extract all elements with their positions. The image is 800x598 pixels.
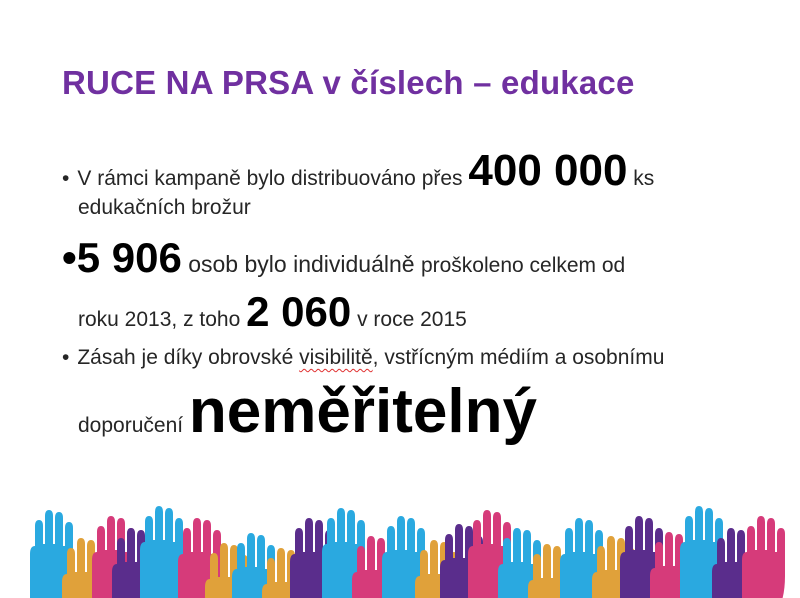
bullet-1-continuation: edukačních brožur (78, 196, 251, 219)
bullet-1-glyph: • (62, 167, 70, 190)
bullet-3-text-post: , vstřícným médiím a osobnímu (372, 346, 665, 369)
bullet-3-text: Zásah je díky obrovské (77, 346, 300, 369)
bullet-2-text-c: proškoleno celkem od (420, 254, 626, 277)
hands-group (30, 506, 785, 598)
bullet-2-glyph: • (62, 234, 77, 281)
bullet-1-unit: ks (627, 167, 655, 190)
bullet-1-number: 400 000 (468, 146, 628, 195)
bullet-2-cont-text: roku 2013, z toho (78, 308, 247, 331)
bullet-1 (62, 146, 654, 196)
bullet-2-number: 5 906 (76, 234, 182, 281)
bullet-2-text-a: osob bylo (181, 251, 294, 277)
bullet-2-cont-post: v roce 2015 (351, 308, 467, 331)
bullet-3 (62, 346, 664, 370)
bullet-2-cont-number: 2 060 (246, 288, 352, 335)
bullet-3-continuation (78, 376, 537, 447)
bullet-3-glyph: • (62, 346, 70, 369)
bullet-2-text-b: individuálně (293, 251, 421, 277)
bullet-3-spellcheck-word: visibilitě (299, 346, 373, 369)
bullet-2 (62, 234, 625, 282)
slide-title: RUCE NA PRSA v číslech – edukace (62, 64, 635, 101)
bullet-3-cont-text: doporučení (78, 414, 189, 437)
bullet-1-text: V rámci kampaně bylo distribuováno přes (77, 167, 469, 190)
raised-hands-illustration (0, 488, 800, 598)
bullet-2-continuation (78, 288, 467, 336)
bullet-3-cont-big: neměřitelný (188, 377, 537, 446)
